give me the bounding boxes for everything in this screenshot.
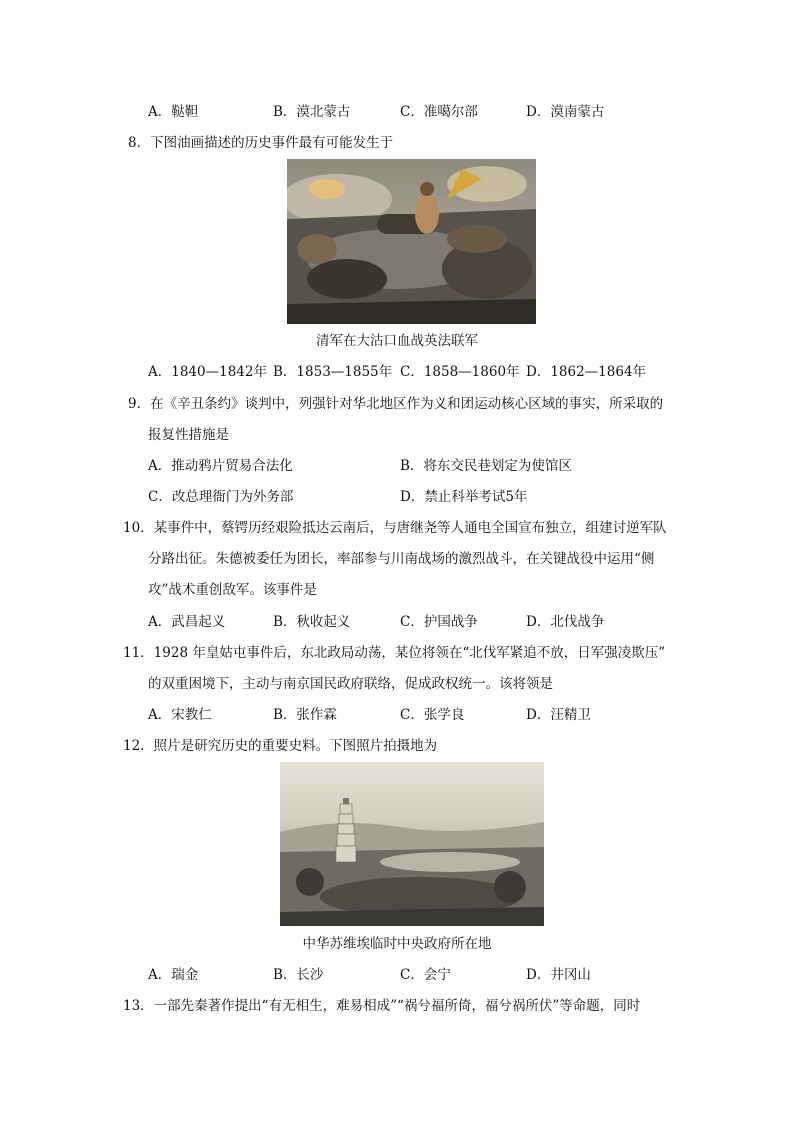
q8-option-d: D．1862—1864年	[526, 364, 647, 380]
q11-option-b: B．张作霖	[273, 707, 337, 723]
q12-option-b: B．长沙	[273, 967, 324, 983]
pagoda-photo-image	[280, 762, 544, 926]
q7-option-a: A．鞑靼	[148, 104, 199, 120]
q11-stem-line1: 11．1928 年皇姑屯事件后，东北政局动荡，某位将领在“北伐军紧追不放，日军强凌欺压”	[123, 645, 666, 661]
q7-option-d: D．漠南蒙古	[526, 104, 605, 120]
q12-stem: 12．照片是研究历史的重要史料。下图照片拍摄地为	[123, 738, 438, 754]
q10-option-d: D．北伐战争	[526, 614, 605, 630]
q11-option-d: D．汪精卫	[526, 707, 591, 723]
oil-painting-image	[287, 159, 536, 324]
q10-stem-line3: 攻”战术重创敌军。该事件是	[148, 582, 317, 598]
q10-option-b: B．秋收起义	[273, 614, 351, 630]
q8-option-c: C．1858—1860年	[400, 364, 520, 380]
q8-option-a: A．1840—1842年	[148, 364, 267, 380]
q10-option-a: A．武昌起义	[148, 614, 226, 630]
q7-option-b: B．漠北蒙古	[273, 104, 351, 120]
q12-option-d: D．井冈山	[526, 967, 591, 983]
q10-option-c: C．护国战争	[400, 614, 478, 630]
q9-option-d: D．禁止科举考试5年	[400, 489, 528, 505]
q9-option-a: A．推动鸦片贸易合法化	[148, 458, 293, 474]
q12-option-a: A．瑞金	[148, 967, 199, 983]
q7-option-c: C．准噶尔部	[400, 104, 478, 120]
q8-stem: 8．下图油画描述的历史事件最有可能发生于	[128, 135, 394, 151]
q11-option-c: C．张学良	[400, 707, 465, 723]
q11-stem-line2: 的双重困境下，主动与南京国民政府联络，促成政权统一。该将领是	[148, 676, 553, 692]
q10-stem-line1: 10．某事件中，蔡锷历经艰险抵达云南后，与唐继尧等人通电全国宣布独立，组建讨逆军队	[123, 520, 667, 536]
q12-image-caption: 中华苏维埃临时中央政府所在地	[302, 936, 492, 952]
q8-option-b: B．1853—1855年	[273, 364, 393, 380]
q12-option-c: C．会宁	[400, 967, 451, 983]
q13-stem-line1: 13．一部先秦著作提出“有无相生，难易相成”“祸兮福所倚，福兮祸所伏”等命题，同时	[123, 998, 641, 1014]
q9-stem-line2: 报复性措施是	[148, 427, 229, 443]
q9-option-c: C．改总理衙门为外务部	[148, 489, 294, 505]
q9-stem-line1: 9．在《辛丑条约》谈判中，列强针对华北地区作为义和团运动核心区域的事实，所采取的	[128, 396, 664, 412]
q9-option-b: B．将东交民巷划定为使馆区	[400, 458, 572, 474]
q11-option-a: A．宋教仁	[148, 707, 212, 723]
q10-stem-line2: 分路出征。朱德被委任为团长，率部参与川南战场的激烈战斗，在关键战役中运用“侧	[148, 551, 655, 567]
q8-image-caption: 清军在大沽口血战英法联军	[316, 333, 478, 349]
